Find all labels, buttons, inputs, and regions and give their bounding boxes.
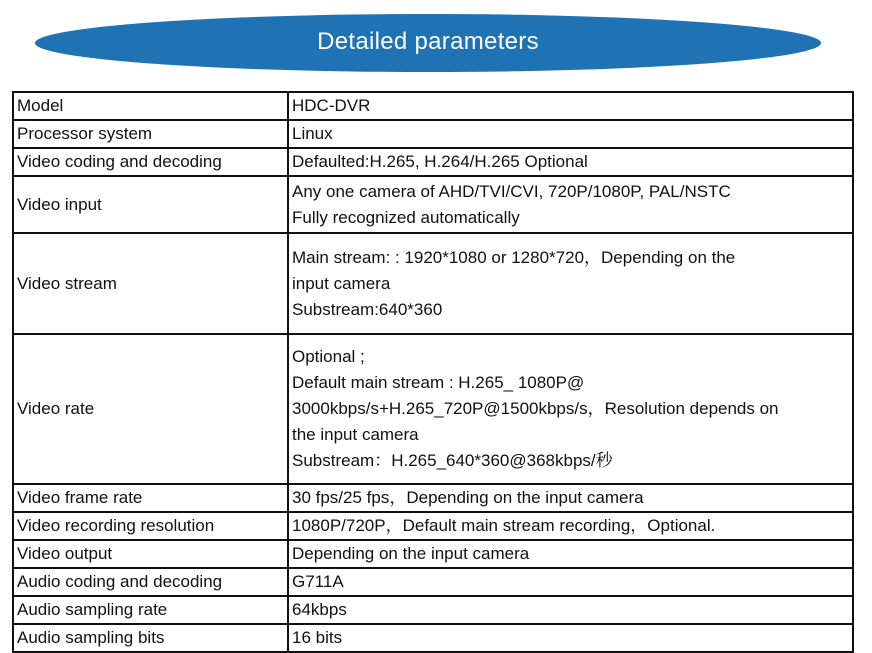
- row-value: 64kbps: [288, 596, 853, 624]
- table-row: [13, 148, 853, 176]
- row-value: HDC-DVR: [288, 92, 853, 120]
- row-value: Defaulted:H.265, H.264/H.265 Optional: [288, 148, 853, 176]
- row-value: Optional ; Default main stream : H.265_ 1080P@ 3000kbps/s+H.265_720P@1500kbps/s，Resolution depends on the input camera Substream：H.265_640*360@368kbps/秒: [288, 334, 853, 484]
- row-value: 30 fps/25 fps，Depending on the input camera: [288, 484, 853, 512]
- table-row: [13, 624, 853, 652]
- row-label: Video stream: [13, 233, 288, 334]
- title-banner: [35, 14, 821, 72]
- table-row: [13, 92, 853, 120]
- row-label: Audio sampling bits: [13, 624, 288, 652]
- row-label: Audio coding and decoding: [13, 568, 288, 596]
- table-row: [13, 334, 853, 484]
- row-value: 1080P/720P，Default main stream recording，Optional.: [288, 512, 853, 540]
- table-row: [13, 176, 853, 233]
- table-row: [13, 540, 853, 568]
- parameters-table: [12, 91, 854, 653]
- row-label: Video frame rate: [13, 484, 288, 512]
- row-value: Main stream: : 1920*1080 or 1280*720，Depending on the input camera Substream:640*360: [288, 233, 853, 334]
- row-label: Audio sampling rate: [13, 596, 288, 624]
- row-value: G711A: [288, 568, 853, 596]
- row-value: 16 bits: [288, 624, 853, 652]
- row-label: Video coding and decoding: [13, 148, 288, 176]
- table-row: [13, 233, 853, 334]
- row-value: Linux: [288, 120, 853, 148]
- row-label: Processor system: [13, 120, 288, 148]
- table-row: [13, 512, 853, 540]
- row-label: Model: [13, 92, 288, 120]
- table-row: [13, 568, 853, 596]
- row-value: Depending on the input camera: [288, 540, 853, 568]
- row-label: Video input: [13, 176, 288, 233]
- row-label: Video recording resolution: [13, 512, 288, 540]
- row-label: Video output: [13, 540, 288, 568]
- table-row: [13, 120, 853, 148]
- table-row: [13, 484, 853, 512]
- row-label: Video rate: [13, 334, 288, 484]
- page-title: Detailed parameters: [317, 28, 539, 55]
- row-value: Any one camera of AHD/TVI/CVI, 720P/1080P, PAL/NSTC Fully recognized automatically: [288, 176, 853, 233]
- table-row: [13, 596, 853, 624]
